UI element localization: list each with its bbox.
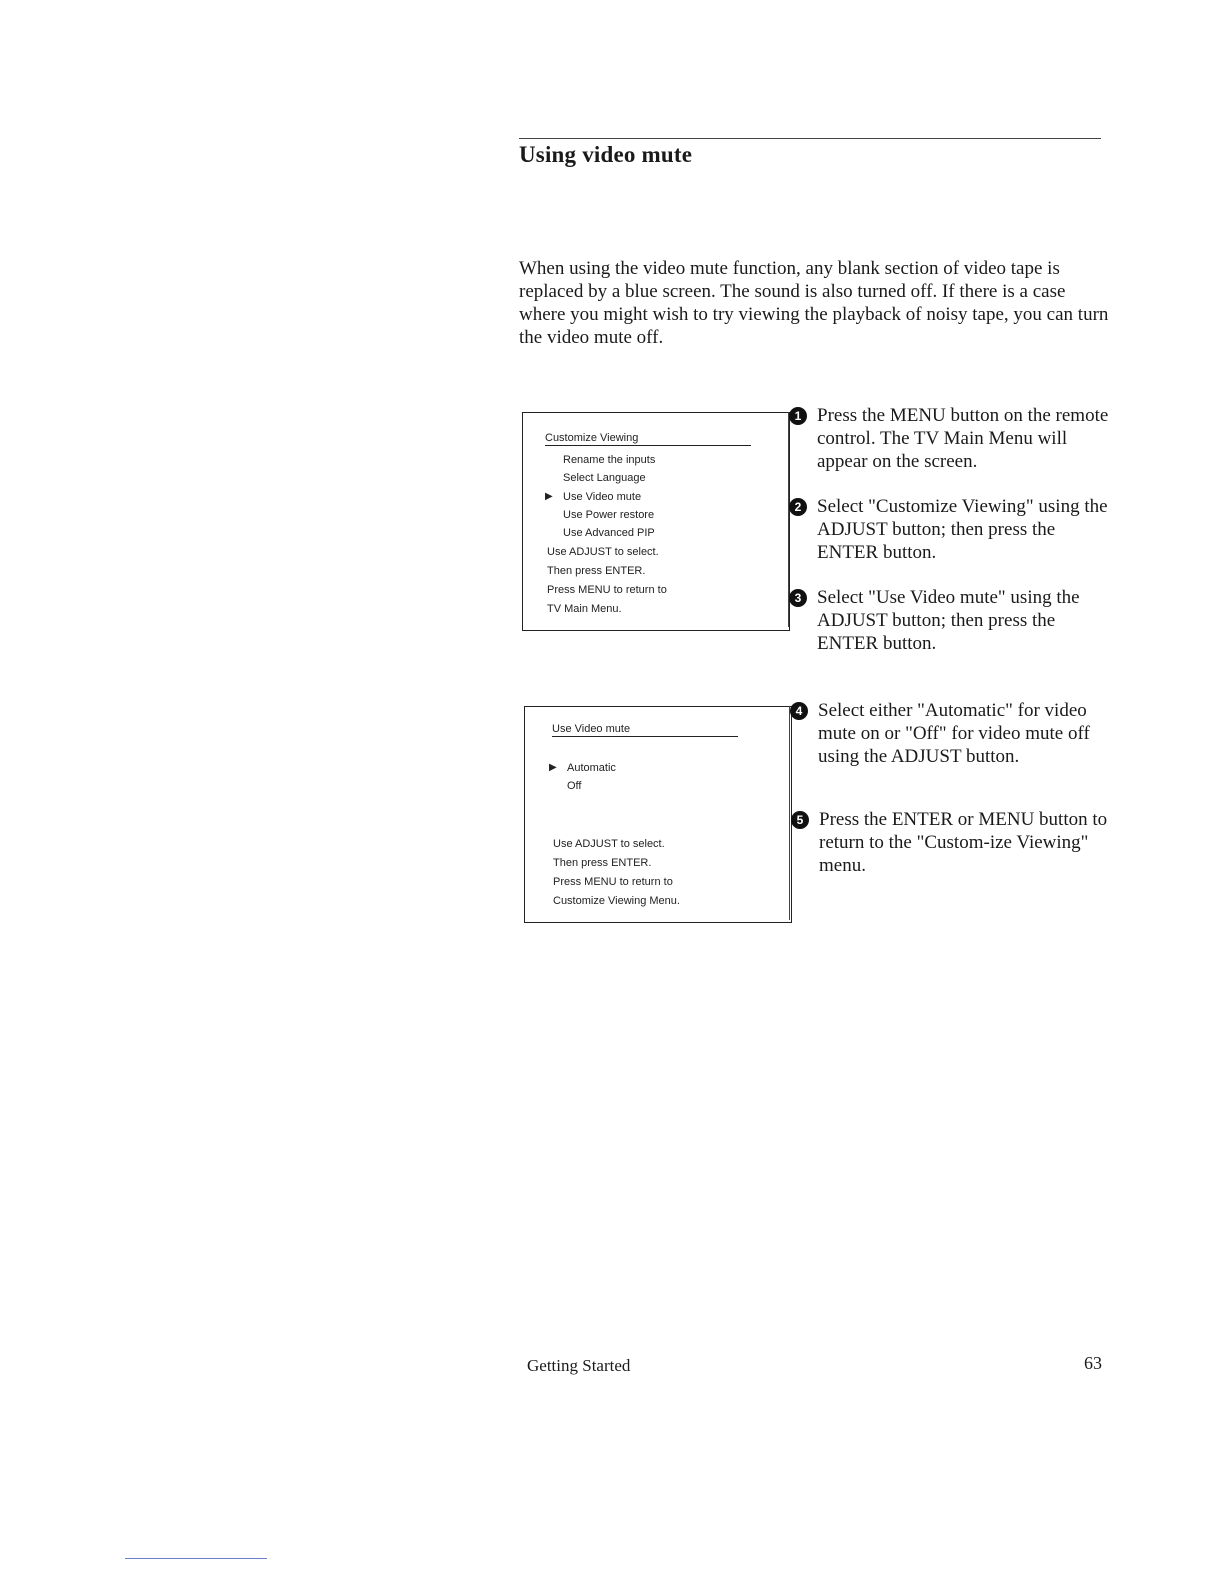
instruction-line: Then press ENTER. (553, 857, 652, 869)
step-text: Press the MENU button on the remote control. The TV Main Menu will appear on the screen. (817, 405, 1109, 472)
video-mute-screen (524, 706, 792, 923)
step-2 (794, 495, 1109, 564)
step-number-badge: 3 (789, 589, 807, 607)
instruction-line: Then press ENTER. (547, 565, 646, 577)
selection-arrow-icon: ▶ (545, 491, 553, 502)
instruction-line: Customize Viewing Menu. (553, 895, 680, 907)
instruction-line: Press MENU to return to (547, 584, 667, 596)
step-4 (795, 699, 1110, 768)
step-5 (796, 808, 1111, 877)
menu-list (545, 451, 656, 542)
instruction-line: Use ADJUST to select. (553, 838, 665, 850)
step-rule (789, 706, 790, 920)
page-title: Using video mute (519, 142, 693, 167)
instruction-line: Press MENU to return to (553, 876, 673, 888)
step-text: Select "Use Video mute" using the ADJUST button; then press the ENTER button. (817, 587, 1080, 654)
screen-heading: Use Video mute (552, 723, 738, 737)
screen-heading: Customize Viewing (545, 432, 751, 446)
step-text: Press the ENTER or MENU button to return to the "Custom-ize Viewing" menu. (819, 809, 1108, 876)
step-1 (794, 404, 1109, 473)
menu-item-use-power-restore: Use Power restore (563, 509, 655, 521)
menu-item-off: Off (567, 780, 582, 792)
menu-item-use-advanced-pip: Use Advanced PIP (563, 527, 655, 539)
step-number-badge: 4 (790, 702, 808, 720)
menu-item-use-video-mute: ▶ Use Video mute (563, 488, 655, 506)
screen-instructions (547, 543, 667, 619)
step-3 (794, 586, 1109, 655)
title-rule (519, 138, 1101, 139)
screen-instructions (553, 835, 680, 911)
step-text: Select either "Automatic" for video mute on or "Off" for video mute off using the ADJUST button. (818, 700, 1090, 767)
menu-item-select-language: Select Language (563, 472, 646, 484)
instruction-line: TV Main Menu. (547, 603, 622, 615)
customize-viewing-screen (522, 412, 790, 631)
menu-list (549, 759, 616, 795)
selection-arrow-icon: ▶ (549, 762, 557, 773)
step-number-badge: 5 (791, 811, 809, 829)
scan-artifact-line (125, 1558, 267, 1559)
menu-item-automatic: ▶ Automatic (567, 759, 616, 777)
step-text: Select "Customize Viewing" using the ADJUST button; then press the ENTER button. (817, 496, 1108, 563)
step-number-badge: 2 (789, 498, 807, 516)
menu-item-rename-inputs: Rename the inputs (563, 454, 656, 466)
intro-paragraph: When using the video mute function, any blank section of video tape is replaced by a blue screen. The sound is also turned off. If there is a case where you might wish to try viewing the playback of noisy tape, you can turn the video mute off. (519, 258, 1109, 348)
footer-section-title: Getting Started (527, 1356, 631, 1375)
page-number: 63 (1084, 1353, 1102, 1373)
step-number-badge: 1 (789, 407, 807, 425)
instruction-line: Use ADJUST to select. (547, 546, 659, 558)
